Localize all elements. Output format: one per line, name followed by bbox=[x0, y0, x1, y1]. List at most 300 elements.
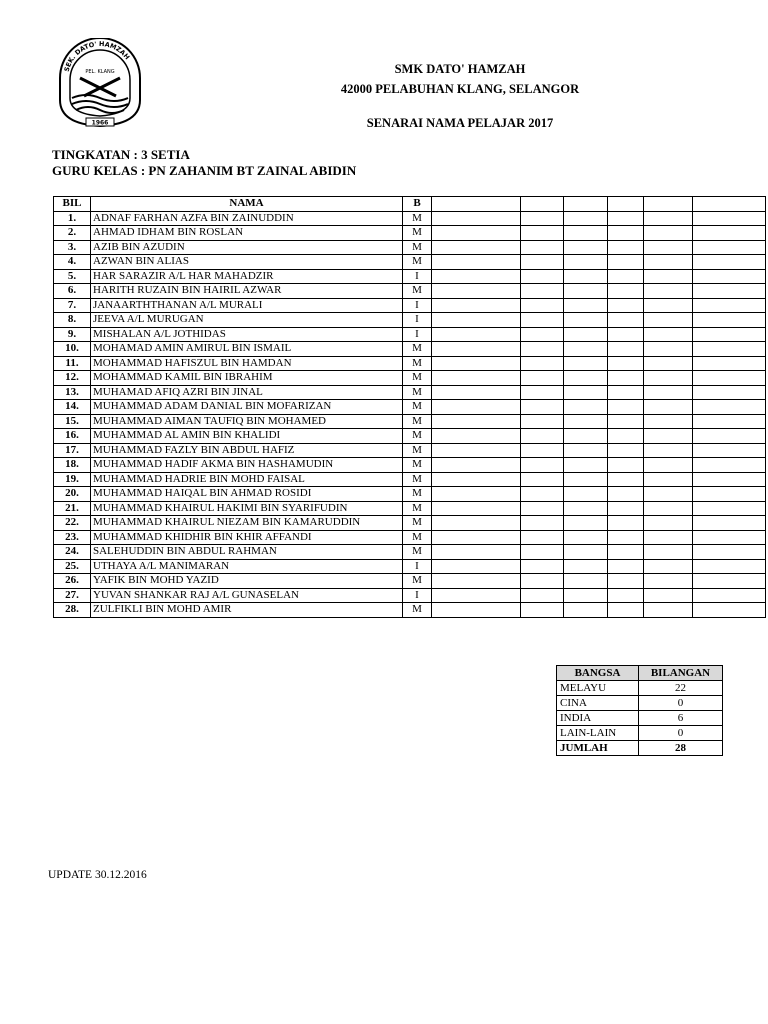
blank-cell bbox=[693, 559, 766, 574]
blank-cell bbox=[693, 226, 766, 241]
student-name: MUHAMMAD ADAM DANIAL BIN MOFARIZAN bbox=[91, 400, 403, 415]
race-code: M bbox=[403, 530, 432, 545]
blank-cell bbox=[564, 574, 608, 589]
blank-cell bbox=[521, 443, 564, 458]
blank-cell bbox=[693, 530, 766, 545]
summary-total-row bbox=[557, 741, 723, 756]
blank-cell bbox=[564, 443, 608, 458]
blank-cell bbox=[644, 313, 693, 328]
blank-cell bbox=[608, 429, 644, 444]
blank-cell bbox=[693, 414, 766, 429]
table-row bbox=[54, 313, 766, 328]
blank-cell bbox=[521, 313, 564, 328]
row-number: 13. bbox=[54, 385, 91, 400]
student-name: MUHAMMAD KHAIRUL HAKIMI BIN SYARIFUDIN bbox=[91, 501, 403, 516]
blank-cell bbox=[432, 574, 521, 589]
blank-cell bbox=[432, 414, 521, 429]
blank-cell bbox=[564, 385, 608, 400]
table-row bbox=[54, 371, 766, 386]
blank-cell bbox=[432, 443, 521, 458]
blank-cell bbox=[644, 487, 693, 502]
row-number: 14. bbox=[54, 400, 91, 415]
blank-cell bbox=[521, 472, 564, 487]
row-number: 17. bbox=[54, 443, 91, 458]
race-code: M bbox=[403, 240, 432, 255]
blank-cell bbox=[608, 356, 644, 371]
row-number: 12. bbox=[54, 371, 91, 386]
table-row bbox=[54, 443, 766, 458]
blank-cell bbox=[644, 501, 693, 516]
blank-cell bbox=[693, 516, 766, 531]
summary-bilangan: 22 bbox=[639, 681, 723, 696]
school-crest-logo bbox=[50, 38, 150, 130]
table-row bbox=[54, 342, 766, 357]
table-row bbox=[54, 269, 766, 284]
student-name: MOHAMMAD KAMIL BIN IBRAHIM bbox=[91, 371, 403, 386]
blank-cell bbox=[564, 429, 608, 444]
col-header-blank bbox=[608, 197, 644, 212]
student-name: MUHAMMAD KHAIRUL NIEZAM BIN KAMARUDDIN bbox=[91, 516, 403, 531]
summary-bilangan: 0 bbox=[639, 726, 723, 741]
race-code: M bbox=[403, 501, 432, 516]
blank-cell bbox=[432, 298, 521, 313]
row-number: 8. bbox=[54, 313, 91, 328]
race-code: I bbox=[403, 269, 432, 284]
blank-cell bbox=[644, 574, 693, 589]
blank-cell bbox=[432, 327, 521, 342]
race-code: M bbox=[403, 574, 432, 589]
blank-cell bbox=[693, 574, 766, 589]
student-name: YUVAN SHANKAR RAJ A/L GUNASELAN bbox=[91, 588, 403, 603]
blank-cell bbox=[432, 516, 521, 531]
student-name: MOHAMMAD HAFISZUL BIN HAMDAN bbox=[91, 356, 403, 371]
blank-cell bbox=[521, 559, 564, 574]
blank-cell bbox=[521, 588, 564, 603]
blank-cell bbox=[521, 414, 564, 429]
blank-cell bbox=[608, 298, 644, 313]
row-number: 11. bbox=[54, 356, 91, 371]
blank-cell bbox=[564, 516, 608, 531]
blank-cell bbox=[564, 342, 608, 357]
blank-cell bbox=[644, 458, 693, 473]
blank-cell bbox=[564, 371, 608, 386]
race-code: M bbox=[403, 385, 432, 400]
row-number: 24. bbox=[54, 545, 91, 560]
blank-cell bbox=[693, 342, 766, 357]
blank-cell bbox=[608, 501, 644, 516]
blank-cell bbox=[644, 240, 693, 255]
race-code: M bbox=[403, 472, 432, 487]
student-list-table bbox=[53, 196, 766, 618]
race-summary-table bbox=[556, 665, 723, 756]
blank-cell bbox=[644, 211, 693, 226]
blank-cell bbox=[432, 211, 521, 226]
race-code: M bbox=[403, 371, 432, 386]
blank-cell bbox=[644, 545, 693, 560]
race-code: M bbox=[403, 443, 432, 458]
row-number: 26. bbox=[54, 574, 91, 589]
col-header-blank bbox=[644, 197, 693, 212]
school-name: SMK DATO' HAMZAH bbox=[394, 62, 526, 76]
summary-bangsa: INDIA bbox=[557, 711, 639, 726]
blank-cell bbox=[432, 472, 521, 487]
blank-cell bbox=[608, 255, 644, 270]
race-code: M bbox=[403, 356, 432, 371]
blank-cell bbox=[644, 327, 693, 342]
race-code: M bbox=[403, 226, 432, 241]
summary-bilangan: 6 bbox=[639, 711, 723, 726]
student-name: HARITH RUZAIN BIN HAIRIL AZWAR bbox=[91, 284, 403, 299]
blank-cell bbox=[564, 269, 608, 284]
blank-cell bbox=[521, 385, 564, 400]
row-number: 23. bbox=[54, 530, 91, 545]
summary-header-bangsa: BANGSA bbox=[557, 666, 639, 681]
blank-cell bbox=[432, 400, 521, 415]
blank-cell bbox=[564, 588, 608, 603]
student-name: SALEHUDDIN BIN ABDUL RAHMAN bbox=[91, 545, 403, 560]
student-name: ZULFIKLI BIN MOHD AMIR bbox=[91, 603, 403, 618]
blank-cell bbox=[608, 240, 644, 255]
blank-cell bbox=[644, 226, 693, 241]
table-row bbox=[54, 487, 766, 502]
race-code: I bbox=[403, 559, 432, 574]
table-row bbox=[54, 545, 766, 560]
blank-cell bbox=[521, 371, 564, 386]
blank-cell bbox=[644, 371, 693, 386]
race-code: M bbox=[403, 400, 432, 415]
blank-cell bbox=[693, 327, 766, 342]
race-code: M bbox=[403, 211, 432, 226]
student-name: HAR SARAZIR A/L HAR MAHADZIR bbox=[91, 269, 403, 284]
blank-cell bbox=[432, 559, 521, 574]
table-row bbox=[54, 530, 766, 545]
blank-cell bbox=[432, 313, 521, 328]
blank-cell bbox=[521, 530, 564, 545]
blank-cell bbox=[564, 255, 608, 270]
table-row bbox=[54, 603, 766, 618]
race-code: M bbox=[403, 414, 432, 429]
blank-cell bbox=[693, 588, 766, 603]
row-number: 28. bbox=[54, 603, 91, 618]
blank-cell bbox=[521, 501, 564, 516]
blank-cell bbox=[693, 284, 766, 299]
blank-cell bbox=[521, 429, 564, 444]
student-name: MUHAMMAD AIMAN TAUFIQ BIN MOHAMED bbox=[91, 414, 403, 429]
table-header-row bbox=[54, 197, 766, 212]
row-number: 10. bbox=[54, 342, 91, 357]
table-row bbox=[54, 211, 766, 226]
blank-cell bbox=[608, 574, 644, 589]
blank-cell bbox=[644, 516, 693, 531]
student-name: YAFIK BIN MOHD YAZID bbox=[91, 574, 403, 589]
blank-cell bbox=[432, 458, 521, 473]
blank-cell bbox=[521, 298, 564, 313]
blank-cell bbox=[693, 269, 766, 284]
table-row bbox=[54, 574, 766, 589]
race-code: M bbox=[403, 342, 432, 357]
class-level: TINGKATAN : 3 SETIA bbox=[52, 147, 190, 162]
blank-cell bbox=[608, 545, 644, 560]
blank-cell bbox=[564, 284, 608, 299]
student-name: AZWAN BIN ALIAS bbox=[91, 255, 403, 270]
race-code: I bbox=[403, 588, 432, 603]
blank-cell bbox=[644, 472, 693, 487]
blank-cell bbox=[608, 559, 644, 574]
table-row bbox=[54, 240, 766, 255]
summary-total-value: 28 bbox=[639, 741, 723, 756]
col-header-blank bbox=[432, 197, 521, 212]
blank-cell bbox=[432, 588, 521, 603]
blank-cell bbox=[644, 530, 693, 545]
blank-cell bbox=[644, 356, 693, 371]
blank-cell bbox=[564, 472, 608, 487]
blank-cell bbox=[693, 400, 766, 415]
blank-cell bbox=[644, 400, 693, 415]
blank-cell bbox=[521, 458, 564, 473]
row-number: 9. bbox=[54, 327, 91, 342]
row-number: 6. bbox=[54, 284, 91, 299]
blank-cell bbox=[432, 603, 521, 618]
row-number: 27. bbox=[54, 588, 91, 603]
blank-cell bbox=[432, 240, 521, 255]
blank-cell bbox=[693, 298, 766, 313]
row-number: 22. bbox=[54, 516, 91, 531]
blank-cell bbox=[608, 400, 644, 415]
blank-cell bbox=[432, 226, 521, 241]
crest-year: 1966 bbox=[91, 119, 109, 127]
blank-cell bbox=[693, 371, 766, 386]
blank-cell bbox=[564, 356, 608, 371]
table-row bbox=[54, 516, 766, 531]
blank-cell bbox=[564, 501, 608, 516]
blank-cell bbox=[608, 530, 644, 545]
blank-cell bbox=[521, 240, 564, 255]
blank-cell bbox=[608, 269, 644, 284]
row-number: 3. bbox=[54, 240, 91, 255]
blank-cell bbox=[564, 298, 608, 313]
blank-cell bbox=[608, 472, 644, 487]
blank-cell bbox=[644, 298, 693, 313]
blank-cell bbox=[644, 284, 693, 299]
blank-cell bbox=[608, 414, 644, 429]
table-row bbox=[54, 458, 766, 473]
summary-bangsa: CINA bbox=[557, 696, 639, 711]
col-header-bil: BIL bbox=[54, 197, 91, 212]
blank-cell bbox=[644, 603, 693, 618]
blank-cell bbox=[564, 211, 608, 226]
race-code: I bbox=[403, 327, 432, 342]
blank-cell bbox=[432, 342, 521, 357]
blank-cell bbox=[693, 255, 766, 270]
blank-cell bbox=[521, 487, 564, 502]
student-name: AZIB BIN AZUDIN bbox=[91, 240, 403, 255]
summary-bangsa: LAIN-LAIN bbox=[557, 726, 639, 741]
update-date: UPDATE 30.12.2016 bbox=[48, 869, 147, 881]
blank-cell bbox=[432, 269, 521, 284]
blank-cell bbox=[521, 545, 564, 560]
blank-cell bbox=[693, 501, 766, 516]
student-name: AHMAD IDHAM BIN ROSLAN bbox=[91, 226, 403, 241]
col-header-blank bbox=[564, 197, 608, 212]
blank-cell bbox=[693, 356, 766, 371]
blank-cell bbox=[608, 458, 644, 473]
row-number: 7. bbox=[54, 298, 91, 313]
row-number: 25. bbox=[54, 559, 91, 574]
table-row bbox=[54, 327, 766, 342]
blank-cell bbox=[521, 342, 564, 357]
table-row bbox=[54, 588, 766, 603]
table-row bbox=[54, 255, 766, 270]
blank-cell bbox=[644, 559, 693, 574]
blank-cell bbox=[564, 313, 608, 328]
student-name: MUHAMMAD HADIF AKMA BIN HASHAMUDIN bbox=[91, 458, 403, 473]
student-name: MOHAMAD AMIN AMIRUL BIN ISMAIL bbox=[91, 342, 403, 357]
student-name: MUHAMMAD FAZLY BIN ABDUL HAFIZ bbox=[91, 443, 403, 458]
summary-total-label: JUMLAH bbox=[557, 741, 639, 756]
class-teacher: GURU KELAS : PN ZAHANIM BT ZAINAL ABIDIN bbox=[52, 163, 357, 178]
race-code: M bbox=[403, 429, 432, 444]
blank-cell bbox=[693, 458, 766, 473]
summary-row bbox=[557, 711, 723, 726]
table-row bbox=[54, 284, 766, 299]
blank-cell bbox=[521, 211, 564, 226]
blank-cell bbox=[564, 545, 608, 560]
blank-cell bbox=[644, 429, 693, 444]
blank-cell bbox=[564, 414, 608, 429]
summary-row bbox=[557, 696, 723, 711]
blank-cell bbox=[432, 356, 521, 371]
blank-cell bbox=[693, 487, 766, 502]
blank-cell bbox=[693, 313, 766, 328]
race-code: M bbox=[403, 545, 432, 560]
blank-cell bbox=[432, 429, 521, 444]
race-code: M bbox=[403, 487, 432, 502]
summary-header-row bbox=[557, 666, 723, 681]
blank-cell bbox=[521, 284, 564, 299]
blank-cell bbox=[608, 313, 644, 328]
blank-cell bbox=[564, 327, 608, 342]
blank-cell bbox=[644, 269, 693, 284]
blank-cell bbox=[608, 603, 644, 618]
summary-row bbox=[557, 681, 723, 696]
student-name: ADNAF FARHAN AZFA BIN ZAINUDDIN bbox=[91, 211, 403, 226]
row-number: 16. bbox=[54, 429, 91, 444]
student-name: MUHAMMAD KHIDHIR BIN KHIR AFFANDI bbox=[91, 530, 403, 545]
row-number: 2. bbox=[54, 226, 91, 241]
blank-cell bbox=[608, 385, 644, 400]
blank-cell bbox=[693, 603, 766, 618]
table-row bbox=[54, 298, 766, 313]
table-row bbox=[54, 429, 766, 444]
blank-cell bbox=[521, 356, 564, 371]
race-code: M bbox=[403, 516, 432, 531]
blank-cell bbox=[644, 588, 693, 603]
student-name: MUHAMMAD HADRIE BIN MOHD FAISAL bbox=[91, 472, 403, 487]
summary-header-bilangan: BILANGAN bbox=[639, 666, 723, 681]
blank-cell bbox=[608, 284, 644, 299]
col-header-blank bbox=[521, 197, 564, 212]
table-row bbox=[54, 356, 766, 371]
blank-cell bbox=[693, 472, 766, 487]
blank-cell bbox=[644, 443, 693, 458]
blank-cell bbox=[693, 385, 766, 400]
student-name: JANAARTHTHANAN A/L MURALI bbox=[91, 298, 403, 313]
blank-cell bbox=[564, 226, 608, 241]
student-name: MUHAMAD AFIQ AZRI BIN JINAL bbox=[91, 385, 403, 400]
row-number: 18. bbox=[54, 458, 91, 473]
blank-cell bbox=[521, 226, 564, 241]
blank-cell bbox=[608, 327, 644, 342]
blank-cell bbox=[693, 545, 766, 560]
blank-cell bbox=[608, 516, 644, 531]
student-name: UTHAYA A/L MANIMARAN bbox=[91, 559, 403, 574]
blank-cell bbox=[564, 240, 608, 255]
school-address: 42000 PELABUHAN KLANG, SELANGOR bbox=[340, 82, 580, 96]
blank-cell bbox=[432, 487, 521, 502]
blank-cell bbox=[432, 255, 521, 270]
race-code: M bbox=[403, 458, 432, 473]
blank-cell bbox=[693, 443, 766, 458]
race-code: I bbox=[403, 298, 432, 313]
summary-row bbox=[557, 726, 723, 741]
list-title: SENARAI NAMA PELAJAR 2017 bbox=[366, 116, 554, 130]
student-name: JEEVA A/L MURUGAN bbox=[91, 313, 403, 328]
blank-cell bbox=[432, 545, 521, 560]
blank-cell bbox=[564, 559, 608, 574]
blank-cell bbox=[432, 530, 521, 545]
blank-cell bbox=[644, 255, 693, 270]
col-header-b: B bbox=[403, 197, 432, 212]
race-code: I bbox=[403, 313, 432, 328]
crest-sub-text: PEL. KLANG bbox=[85, 69, 115, 75]
blank-cell bbox=[608, 211, 644, 226]
crest-top-text: SEK. DATO' HAMZAH bbox=[62, 39, 132, 73]
blank-cell bbox=[432, 371, 521, 386]
race-code: M bbox=[403, 284, 432, 299]
student-name: MUHAMMAD AL AMIN BIN KHALIDI bbox=[91, 429, 403, 444]
blank-cell bbox=[521, 255, 564, 270]
race-code: M bbox=[403, 603, 432, 618]
blank-cell bbox=[521, 269, 564, 284]
blank-cell bbox=[564, 530, 608, 545]
student-name: MISHALAN A/L JOTHIDAS bbox=[91, 327, 403, 342]
row-number: 21. bbox=[54, 501, 91, 516]
blank-cell bbox=[521, 603, 564, 618]
blank-cell bbox=[608, 487, 644, 502]
row-number: 19. bbox=[54, 472, 91, 487]
table-row bbox=[54, 414, 766, 429]
blank-cell bbox=[432, 501, 521, 516]
blank-cell bbox=[608, 342, 644, 357]
race-code: M bbox=[403, 255, 432, 270]
blank-cell bbox=[564, 603, 608, 618]
blank-cell bbox=[608, 588, 644, 603]
blank-cell bbox=[693, 429, 766, 444]
blank-cell bbox=[693, 240, 766, 255]
row-number: 15. bbox=[54, 414, 91, 429]
blank-cell bbox=[432, 385, 521, 400]
blank-cell bbox=[564, 458, 608, 473]
table-row bbox=[54, 472, 766, 487]
table-row bbox=[54, 385, 766, 400]
blank-cell bbox=[564, 400, 608, 415]
blank-cell bbox=[608, 443, 644, 458]
blank-cell bbox=[521, 400, 564, 415]
blank-cell bbox=[644, 385, 693, 400]
blank-cell bbox=[644, 342, 693, 357]
table-row bbox=[54, 400, 766, 415]
blank-cell bbox=[644, 414, 693, 429]
